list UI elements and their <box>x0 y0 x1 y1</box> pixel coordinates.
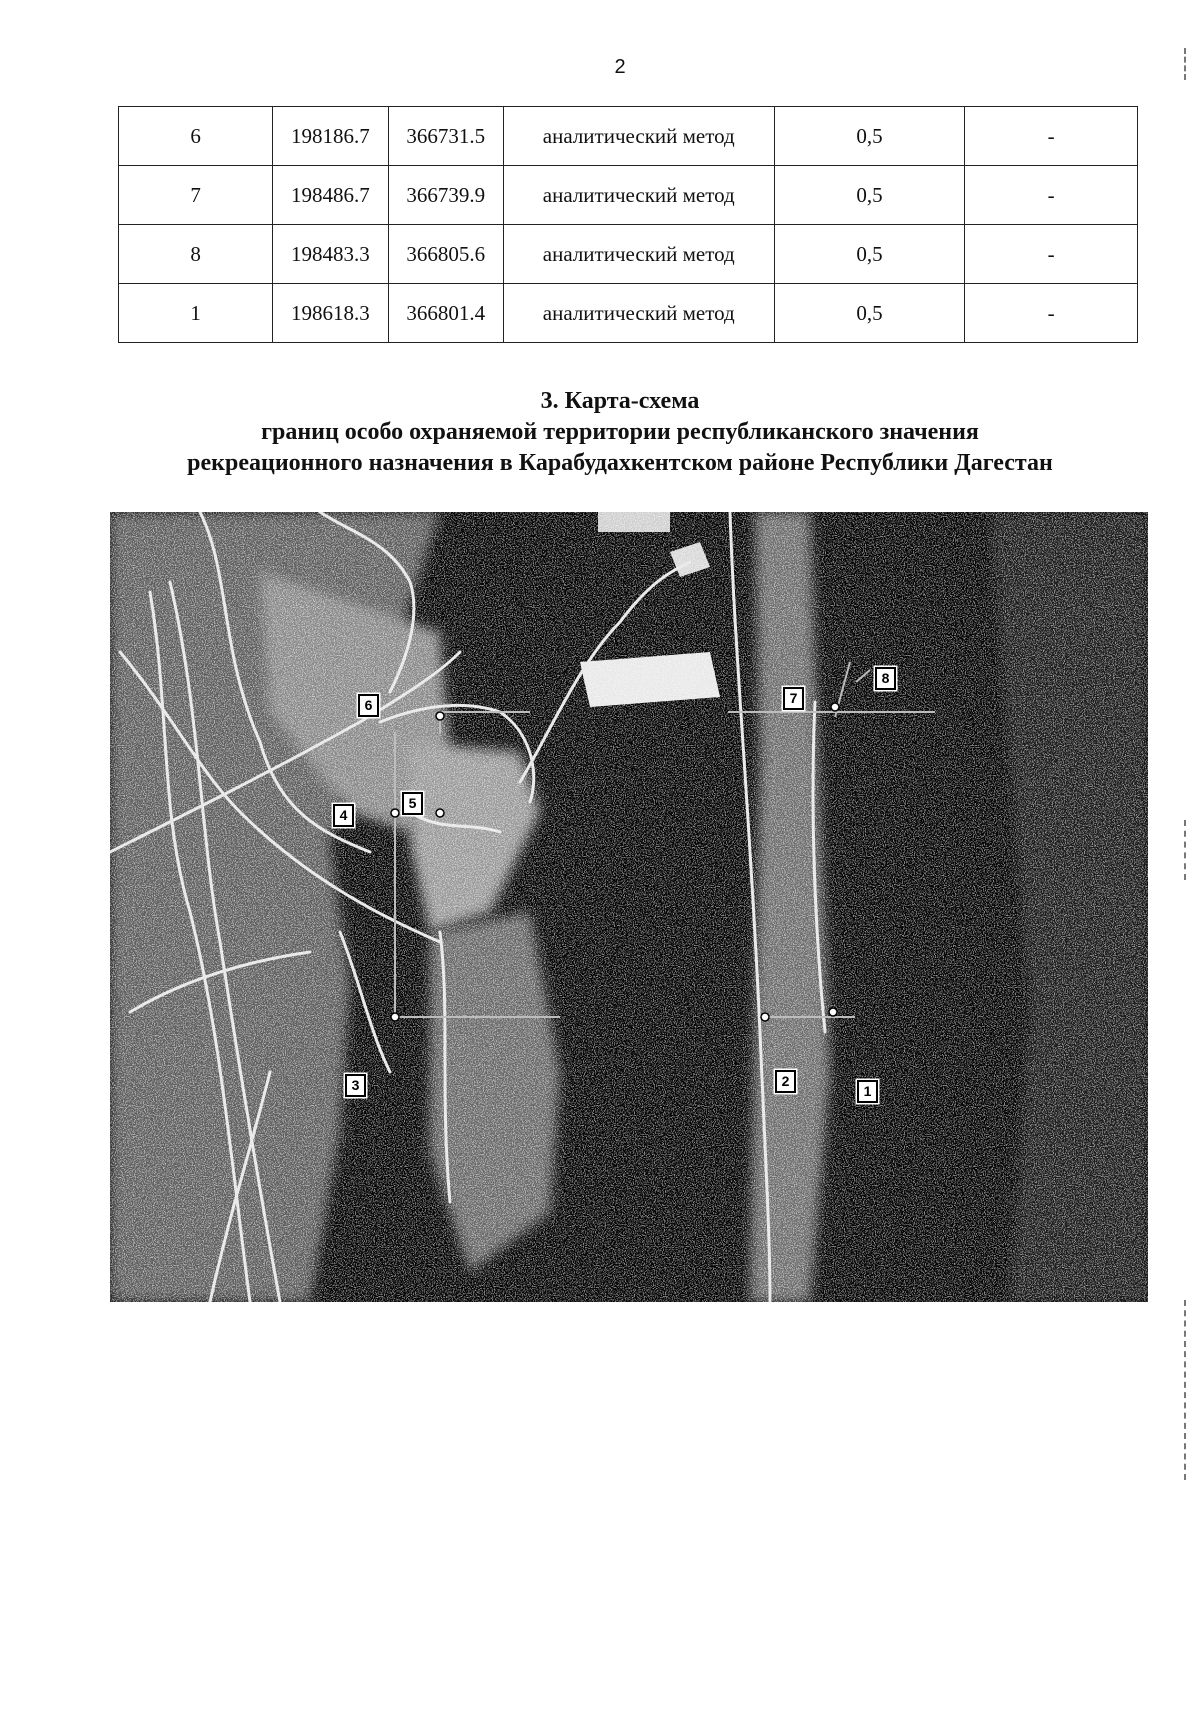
boundary-point-label: 5 <box>402 792 423 815</box>
note-cell: - <box>965 107 1138 166</box>
section-subtitle-line-2: рекреационного назначения в Карабудахкентском районе Республики Дагестан <box>187 450 1053 476</box>
section-subtitle-line-1: границ особо охраняемой территории республиканского значения <box>261 419 979 445</box>
boundary-point-4-marker <box>391 809 399 817</box>
boundary-point-2-marker <box>761 1013 769 1021</box>
accuracy-cell: 0,5 <box>774 284 965 343</box>
x-coordinate-cell: 198486.7 <box>273 166 388 225</box>
table-row <box>119 225 1138 284</box>
satellite-map <box>110 512 1148 1302</box>
boundary-point-3-marker <box>391 1013 399 1021</box>
accuracy-cell: 0,5 <box>774 225 965 284</box>
table-row <box>119 107 1138 166</box>
boundary-point-6-marker <box>436 712 444 720</box>
method-cell: аналитический метод <box>503 107 774 166</box>
note-cell: - <box>965 284 1138 343</box>
accuracy-cell: 0,5 <box>774 107 965 166</box>
point-number-cell: 8 <box>119 225 273 284</box>
boundary-point-8-marker <box>831 703 839 711</box>
y-coordinate-cell: 366801.4 <box>388 284 503 343</box>
note-cell: - <box>965 225 1138 284</box>
note-cell: - <box>965 166 1138 225</box>
boundary-point-label: 4 <box>333 804 354 827</box>
point-number-cell: 1 <box>119 284 273 343</box>
y-coordinate-cell: 366805.6 <box>388 225 503 284</box>
x-coordinate-cell: 198483.3 <box>273 225 388 284</box>
boundary-point-label: 3 <box>345 1074 366 1097</box>
satellite-imagery <box>110 512 1148 1302</box>
table-row <box>119 166 1138 225</box>
method-cell: аналитический метод <box>503 166 774 225</box>
boundary-point-label: 2 <box>775 1070 796 1093</box>
y-coordinate-cell: 366731.5 <box>388 107 503 166</box>
x-coordinate-cell: 198186.7 <box>273 107 388 166</box>
boundary-point-1-marker <box>829 1008 837 1016</box>
scan-margin-mark <box>1184 48 1186 80</box>
scan-margin-mark <box>1184 820 1186 880</box>
x-coordinate-cell: 198618.3 <box>273 284 388 343</box>
method-cell: аналитический метод <box>503 284 774 343</box>
section-heading <box>100 386 1140 479</box>
accuracy-cell: 0,5 <box>774 166 965 225</box>
point-number-cell: 7 <box>119 166 273 225</box>
scan-margin-mark <box>1184 1300 1186 1480</box>
boundary-point-label: 8 <box>875 667 896 690</box>
point-number-cell: 6 <box>119 107 273 166</box>
method-cell: аналитический метод <box>503 225 774 284</box>
table-row <box>119 284 1138 343</box>
boundary-point-label: 6 <box>358 694 379 717</box>
boundary-point-5-marker <box>436 809 444 817</box>
boundary-point-label: 7 <box>783 687 804 710</box>
boundary-point-label: 1 <box>857 1080 878 1103</box>
page-number: 2 <box>614 56 626 78</box>
section-title: 3. Карта-схема <box>540 388 700 414</box>
y-coordinate-cell: 366739.9 <box>388 166 503 225</box>
coordinates-table <box>118 106 1138 343</box>
